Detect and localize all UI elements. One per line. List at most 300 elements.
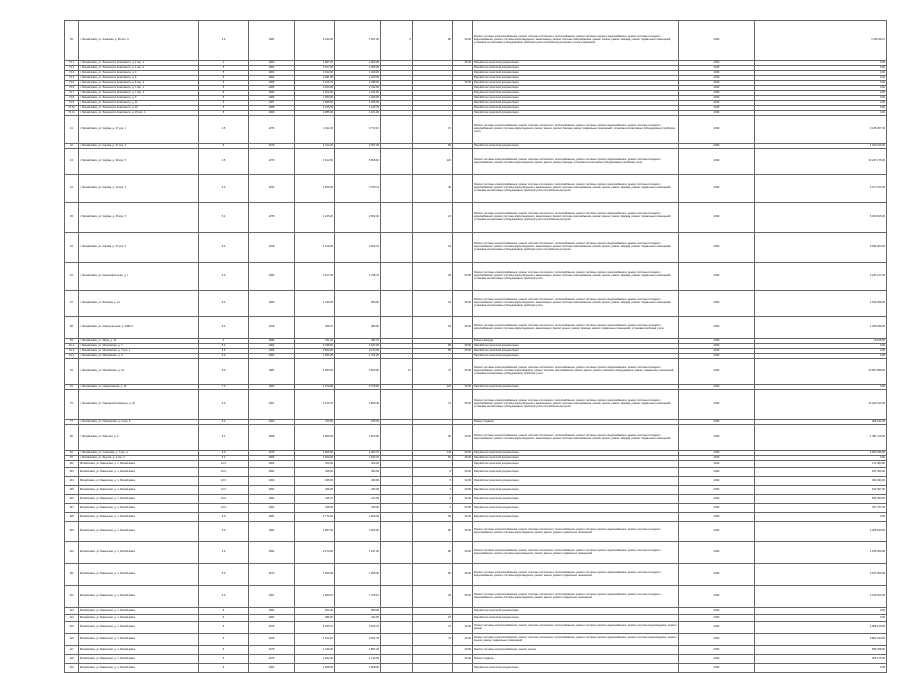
cost-cell: 10 567 998.00 [755,359,887,385]
living-area-cell: 1 900.00 [335,522,381,542]
floors-cell: 5 [199,608,249,615]
works-description-cell: Ремонт системы электроснабжения, ремонт системы отопления и теплоснабжения, ремонт системы горячего водоснабжения, ремонт системы холодного водоснабжения, ремонт системы водоотведения, ремонт крыши, ремонт подвальных помещений [473,586,679,608]
address-cell: г. Михайловка, ул. Ленинского Комсомола, д. 15 кор. 1 [79,111,199,116]
units-cell [413,646,453,655]
address-cell: Михайловка, ул. Бакинская, д. 1, Михайловка [79,664,199,673]
wear-cell [453,203,473,233]
floors-cell: 9.0 [199,359,249,385]
count-cell [381,608,413,615]
living-area-cell: 1 808.00 [335,664,381,673]
total-area-cell: 2 095.00 [295,101,335,106]
wear-cell: 35.00 [453,564,473,586]
living-area-cell: 320.00 [335,461,381,468]
wear-cell: 25.00 [453,359,473,385]
row-number: 77 [65,420,79,425]
cost-cell: 0.00 [755,66,887,71]
wear-cell: 35.00 [453,390,473,420]
units-cell: 80 [413,564,453,586]
row-number: 63 [65,385,79,390]
living-area-cell: 371.00 [335,495,381,504]
floors-cell: 5 [199,622,249,634]
living-area-cell: 1 409.00 [335,71,381,76]
cost-cell: 0.00 [755,91,887,96]
row-number: 105 [65,486,79,495]
row-number: 119 [65,664,79,673]
count-cell [381,477,413,486]
living-area-cell: 425.00 [335,486,381,495]
row-number: 51 [65,263,79,291]
floors-cell: 5.2 [199,233,249,263]
wear-cell: 25.00 [453,655,473,664]
living-area-cell: 1 294.20 [335,456,381,461]
count-cell [381,542,413,564]
year-built-cell: 1969 [249,111,295,116]
row-number: 112 [65,586,79,608]
wear-cell: 35.00 [453,586,473,608]
cost-cell: 547 322.00 [755,468,887,477]
row-number: 74.5 [65,81,79,86]
cost-cell: 0.00 [755,86,887,91]
wear-cell: 30.00 [453,504,473,513]
works-description-cell: Разработка проектной документации [473,76,679,81]
units-cell: 25 [413,263,453,291]
floors-cell: 5 [199,106,249,111]
plan-year-cell: 2030 [679,522,755,542]
floors-cell: 5.0 [199,390,249,420]
units-cell: 144 [413,451,453,456]
total-area-cell: 2 385.00 [295,111,335,116]
year-built-cell: 1963 [249,349,295,354]
plan-year-cell: 2030 [679,106,755,111]
living-area-cell: 1 405.00 [335,76,381,81]
wear-cell: 30.00 [453,468,473,477]
wear-cell: 35.00 [453,81,473,86]
table-row [65,542,887,564]
table-row [65,504,887,513]
living-area-cell: 2 575.11 [335,175,381,203]
floors-cell: 5.0 [199,564,249,586]
count-cell [381,291,413,317]
living-area-cell: 1 557.00 [335,21,381,61]
works-description-cell: Разработка проектной документации [473,477,679,486]
address-cell: г. Михайловка, ул. Ленинского Комсомола, д. 7 кор. 1 [79,86,199,91]
year-built-cell: 1966 [249,291,295,317]
cost-cell: 1 459 496.00 [755,317,887,339]
row-number: 74.9 [65,101,79,106]
year-built-cell: 1962 [249,522,295,542]
living-area-cell: 1 365.00 [335,66,381,71]
address-cell: г. Михайловка, ул. Ленинского Комсомола, д. 5 кор. 3 [79,81,199,86]
cost-cell: 173 483.00 [755,461,887,468]
plan-year-cell: 2030 [679,390,755,420]
works-description-cell: Разработка проектной документации [473,354,679,359]
year-built-cell: 1976 [249,144,295,149]
cost-cell: 2 365 020.00 [755,522,887,542]
address-cell: Михайловка, ул. Бакинская, д. 1, Михайловка [79,646,199,655]
year-built-cell: 1962 [249,461,295,468]
works-description-cell: Разработка проектной документации [473,504,679,513]
works-description-cell: Разработка проектной документации [473,61,679,66]
row-number: 113 [65,608,79,615]
address-cell: г. Михайловка, ул. Блинова, д. 11 [79,291,199,317]
cost-cell: 0.00 [755,385,887,390]
address-cell: Михайловка, ул. Бакинская, д. 1, Михайловка [79,486,199,495]
year-built-cell: 1976 [249,655,295,664]
plan-year-cell: 2030 [679,354,755,359]
total-area-cell: 1 430.00 [295,646,335,655]
row-number: 74.8 [65,96,79,101]
address-cell: г. Михайловка, ул. Краснофлотская, д. 7 [79,263,199,291]
units-cell: 18 [413,317,453,339]
table-row [65,615,887,622]
table-row [65,21,887,61]
units-cell: 72 [413,390,453,420]
address-cell: г. Михайловка, ул. Ленинского Комсомола, д. 15 [79,106,199,111]
works-description-cell: Разработка проектной документации [473,66,679,71]
count-cell: 5 [381,21,413,61]
units-cell: 80 [413,542,453,564]
total-area-cell: 1 800.00 [295,564,335,586]
cost-cell: 2 231 107.00 [755,263,887,291]
total-area-cell: 2 614.50 [295,149,335,175]
total-area-cell: 2 273.00 [295,542,335,564]
units-cell: 72 [413,622,453,634]
units-cell: 24 [413,203,453,233]
total-area-cell: 4 376.00 [295,233,335,263]
living-area-cell: 875.30 [335,420,381,425]
year-built-cell: 1965 [249,81,295,86]
total-area-cell: 1 820.00 [295,456,335,461]
total-area-cell: 2 246.00 [295,106,335,111]
wear-cell [453,233,473,263]
wear-cell: 35.00 [453,317,473,339]
cost-cell: 10 247 175.00 [755,149,887,175]
row-number: 61.2 [65,349,79,354]
works-description-cell: Разработка проектной документации [473,81,679,86]
living-area-cell: 452.70 [335,339,381,344]
address-cell: Михайловка, ул. Бакинская, д. 1, Михайловка [79,468,199,477]
table-row [65,646,887,655]
works-description-cell: Разработка проектной документации [473,106,679,111]
works-description-cell: Ремонт системы электроснабжения, ремонт системы отопления и теплоснабжения, ремонт системы горячего водоснабжения, ремонт системы водоотведения, ремонт крыши [473,622,679,634]
floors-cell: 5 [199,71,249,76]
total-area-cell: 1 808.00 [295,664,335,673]
floors-cell: 12.0 [199,477,249,486]
cost-cell: 1 150 059.00 [755,542,887,564]
floors-cell: 5.0 [199,456,249,461]
plan-year-cell: 2030 [679,61,755,66]
count-cell [381,646,413,655]
living-area-cell: 1 395.00 [335,101,381,106]
address-cell: г. Михайловка, ул. Рабочая, д. 2 [79,425,199,451]
year-built-cell: 1962 [249,542,295,564]
count-cell [381,522,413,542]
works-description-cell: Ремонт системы электроснабжения, ремонт системы отопления и теплоснабжения, ремонт системы горячего водоснабжения, ремонт системы холодного водоснабжения, ремонт системы водоотведения и канализации, ремонт системы газоснабжения, ремонт крыши, ремонт фасада, ремонт подвальных помещений, установка коллективных (общедомовых) приборов учета потребления ресурсов [473,203,679,233]
works-description-cell: Ремонт системы электроснабжения, ремонт системы отопления и теплоснабжения, ремонт системы горячего водоснабжения, ремонт системы холодного водоснабжения, ремонт системы водоотведения и канализации, ремонт крыши, ремонт фасада, ремонт подвальных помещений, установка приборов учета [473,317,679,339]
units-cell: 80 [413,522,453,542]
row-number: 65 [65,21,79,61]
floors-cell: 5 [199,76,249,81]
year-built-cell: 1962 [249,495,295,504]
year-built-cell: 1962 [249,513,295,522]
table-row [65,175,887,203]
plan-year-cell: 2030 [679,233,755,263]
floors-cell: 5.2 [199,203,249,233]
count-cell [381,390,413,420]
floors-cell: 12.0 [199,504,249,513]
floors-cell: 2 [199,339,249,344]
units-cell [413,461,453,468]
total-area-cell: 1 934.00 [295,354,335,359]
floors-cell: 12.0 [199,486,249,495]
cost-cell: 0.00 [755,81,887,86]
total-area-cell: 4 412.25 [295,144,335,149]
address-cell: Михайловка, ул. Бакинская, д. 1, Михайловка [79,513,199,522]
floors-cell: 5.2 [199,425,249,451]
count-cell [381,564,413,586]
units-cell: 4 [413,504,453,513]
cost-cell: 0.00 [755,101,887,106]
row-number: 102 [65,461,79,468]
table-row [65,233,887,263]
row-number: 74.3 [65,71,79,76]
total-area-cell: 2 222.00 [295,91,335,96]
living-area-cell: 300.00 [335,477,381,486]
year-built-cell: 1962 [249,504,295,513]
cost-cell: 566 459.00 [755,495,887,504]
year-built-cell: 1976 [249,116,295,144]
cost-cell: 0.00 [755,76,887,81]
wear-cell: 35.00 [453,385,473,390]
total-area-cell: 3 802.00 [295,349,335,354]
works-description-cell: Ремонт системы электроснабжения, ремонт системы отопления и теплоснабжения, ремонт системы горячего водоснабжения, ремонт системы холодного водоснабжения, ремонт системы водоотведения, ремонт крыши, ремонт фасада, ремонт подвальных помещений, установка коллективных (общедомовых) приборов учета [473,116,679,144]
living-area-cell: 1 887.40 [335,646,381,655]
address-cell: г. Михайловка, ул. Ленинского Комсомола, д. 5 [79,76,199,81]
cost-cell: 2 157 050.00 [755,564,887,586]
plan-year-cell: 2030 [679,513,755,522]
works-description-cell: Ремонт системы электроснабжения, ремонт системы отопления и теплоснабжения, ремонт системы горячего водоснабжения, ремонт системы холодного водоснабжения, ремонт системы водоотведения и канализации, ремонт системы газоснабжения, ремонт крыши, ремонт фасада, ремонт подвальных помещений, установка коллективных (общедомовых) приборов учета потребления ресурсов [473,233,679,263]
plan-year-cell: 2030 [679,622,755,634]
cost-cell: 659 758.00 [755,646,887,655]
cost-cell: 0.00 [755,513,887,522]
units-cell: 4 [413,486,453,495]
address-cell: Михайловка, ул. Бакинская, д. 1, Михайловка [79,495,199,504]
wear-cell: 30.00 [453,486,473,495]
living-area-cell: 2 709.90 [335,385,381,390]
year-built-cell: 1975 [249,634,295,646]
wear-cell: 40.00 [453,646,473,655]
year-built-cell: 1987 [249,359,295,385]
year-built-cell: 1967 [249,390,295,420]
plan-year-cell: 2030 [679,339,755,344]
works-description-cell: Разработка проектной документации [473,344,679,349]
works-description-cell: Разработка проектной документации [473,91,679,96]
row-number: 74.10 [65,106,79,111]
table-row [65,622,887,634]
year-built-cell: 1970 [249,149,295,175]
address-cell: г. Михайловка, ул. Ленинского Комсомола, д. 11 [79,101,199,106]
units-cell [413,655,453,664]
year-built-cell: 1975 [249,451,295,456]
address-cell: Михайловка, ул. Бакинская, д. 1, Михайловка [79,615,199,622]
works-description-cell: Разработка проектной документации [473,486,679,495]
count-cell [381,263,413,291]
plan-year-cell: 2030 [679,615,755,622]
wear-cell: 35.00 [453,522,473,542]
living-area-cell: 1 701.00 [335,354,381,359]
count-cell [381,149,413,175]
living-area-cell: 2 474.00 [335,349,381,354]
plan-year-cell: 2030 [679,468,755,477]
wear-cell: 35.00 [453,61,473,66]
row-number: 74.1 [65,61,79,66]
living-area-cell: 342.50 [335,615,381,622]
year-built-cell: 1962 [249,66,295,71]
row-number: 106 [65,495,79,504]
row-number: 46 [65,233,79,263]
plan-year-cell: 2030 [679,451,755,456]
living-area-cell: 2 920.00 [335,425,381,451]
floors-cell: 1 [199,61,249,66]
cost-cell: 452 394.00 [755,477,887,486]
cost-cell: 3 851 343.00 [755,634,887,646]
row-number: 58 [65,317,79,339]
row-number: 61.1 [65,344,79,349]
year-built-cell: 1963 [249,664,295,673]
floors-cell: 5 [199,646,249,655]
works-description-cell: Разработка проектной документации [473,451,679,456]
year-built-cell: 1966 [249,91,295,96]
floors-cell: 5.2 [199,291,249,317]
plan-year-cell: 2030 [679,21,755,61]
year-built-cell: 1963 [249,385,295,390]
total-area-cell: 2 569.00 [295,425,335,451]
living-area-cell: 2 653.00 [335,359,381,385]
cost-cell: 0.00 [755,615,887,622]
table-row [65,522,887,542]
cost-cell: 5 494 303.00 [755,233,887,263]
address-cell: Михайловка, ул. Бакинская, д. 1, Михайловка [79,586,199,608]
units-cell: 36 [413,425,453,451]
row-number: 110 [65,542,79,564]
cost-cell: 0.00 [755,608,887,615]
address-cell: г. Михайловка, ул. Московская, д. 9 [79,354,199,359]
year-built-cell: 1958 [249,425,295,451]
units-cell: 18 [413,615,453,622]
plan-year-cell: 2030 [679,425,755,451]
address-cell: Михайловка, ул. Бакинская, д. 1, Михайловка [79,634,199,646]
living-area-cell: 1 637.00 [335,542,381,564]
wear-cell: 40.00 [453,622,473,634]
row-number: 111 [65,564,79,586]
count-cell: 12 [381,359,413,385]
wear-cell: 25.00 [453,451,473,456]
total-area-cell: 4 773.00 [295,513,335,522]
floors-cell: 5.0 [199,344,249,349]
living-area-cell: 1 445.70 [335,106,381,111]
works-description-cell: Ремонт системы электроснабжения, ремонт системы отопления и теплоснабжения, ремонт системы горячего водоснабжения, ремонт системы холодного водоснабжения, ремонт системы водоотведения и канализации, ремонт системы газоснабжения, ремонт крыши, ремонт фасада, ремонт подвальных помещений, установка коллективных (общедомовых) приборов учета [473,263,679,291]
plan-year-cell: 2030 [679,504,755,513]
row-number: 57 [65,291,79,317]
count-cell [381,622,413,634]
floors-cell: 5 [199,81,249,86]
plan-year-cell: 2030 [679,96,755,101]
units-cell: 8 [413,477,453,486]
units-cell: 40 [413,175,453,203]
cost-cell: 1 030 816.4 [755,21,887,61]
units-cell: 80 [413,349,453,354]
living-area-cell: 2 890.40 [335,390,381,420]
count-cell [381,461,413,468]
units-cell: 20 [413,586,453,608]
table-row [65,116,887,144]
row-number: 74.2 [65,66,79,71]
year-built-cell: 1963 [249,456,295,461]
table-row [65,291,887,317]
cost-cell: 286 191.00 [755,420,887,425]
floors-cell: 5.0 [199,586,249,608]
row-number: 74.6 [65,86,79,91]
row-number: 45 [65,203,79,233]
floors-cell: 5 [199,91,249,96]
table-row [65,486,887,495]
count-cell [381,495,413,504]
row-number: 115 [65,622,79,634]
total-area-cell: 345.00 [295,504,335,513]
total-area-cell: 4 245.20 [295,203,335,233]
count-cell [381,116,413,144]
floors-cell: 5 [199,664,249,673]
total-area-cell: 2 126.70 [295,81,335,86]
total-area-cell: 1 805.50 [295,451,335,456]
year-built-cell: 1975 [249,646,295,655]
plan-year-cell: 2030 [679,420,755,425]
living-area-cell: 2 502.40 [335,203,381,233]
total-area-cell: 814.00 [295,608,335,615]
count-cell [381,425,413,451]
cost-cell: 337 077.00 [755,504,887,513]
total-area-cell: 2 559.40 [295,175,335,203]
living-area-cell: 950.00 [335,291,381,317]
cost-cell: 1 129 183.00 [755,586,887,608]
units-cell: 120 [413,385,453,390]
address-cell: Михайловка, ул. Бакинская, д. 1, Михайловка [79,608,199,615]
cost-cell: 0.00 [755,111,887,116]
total-area-cell: 4 038.00 [295,344,335,349]
address-cell: г. Михайловка, ул. Московская, д. 7 кор. 1 [79,349,199,354]
plan-year-cell: 2030 [679,385,755,390]
floors-cell: 5 [199,655,249,664]
units-cell [413,608,453,615]
address-cell: г. Михайловка, ул. Некрасовская, д. 40 [79,385,199,390]
year-built-cell: 1976 [249,317,295,339]
cost-cell: 0.00 [755,71,887,76]
year-built-cell: 1978 [249,203,295,233]
table-row [65,317,887,339]
total-area-cell: 416.70 [295,495,335,504]
living-area-cell: 1 093.00 [335,61,381,66]
living-area-cell: 2 502.70 [335,233,381,263]
works-description-cell: Ремонт системы электроснабжения, ремонт крыши [473,646,679,655]
address-cell: г. Михайловка, ул. Фрунзе, д. 2 кор. 2 [79,456,199,461]
plan-year-cell: 2030 [679,477,755,486]
row-number: 103 [65,468,79,477]
row-number: 59 [65,339,79,344]
row-number: 74.4 [65,76,79,81]
year-built-cell: 1963 [249,71,295,76]
living-area-cell: 580.00 [335,608,381,615]
living-area-cell: 1 432.00 [335,86,381,91]
